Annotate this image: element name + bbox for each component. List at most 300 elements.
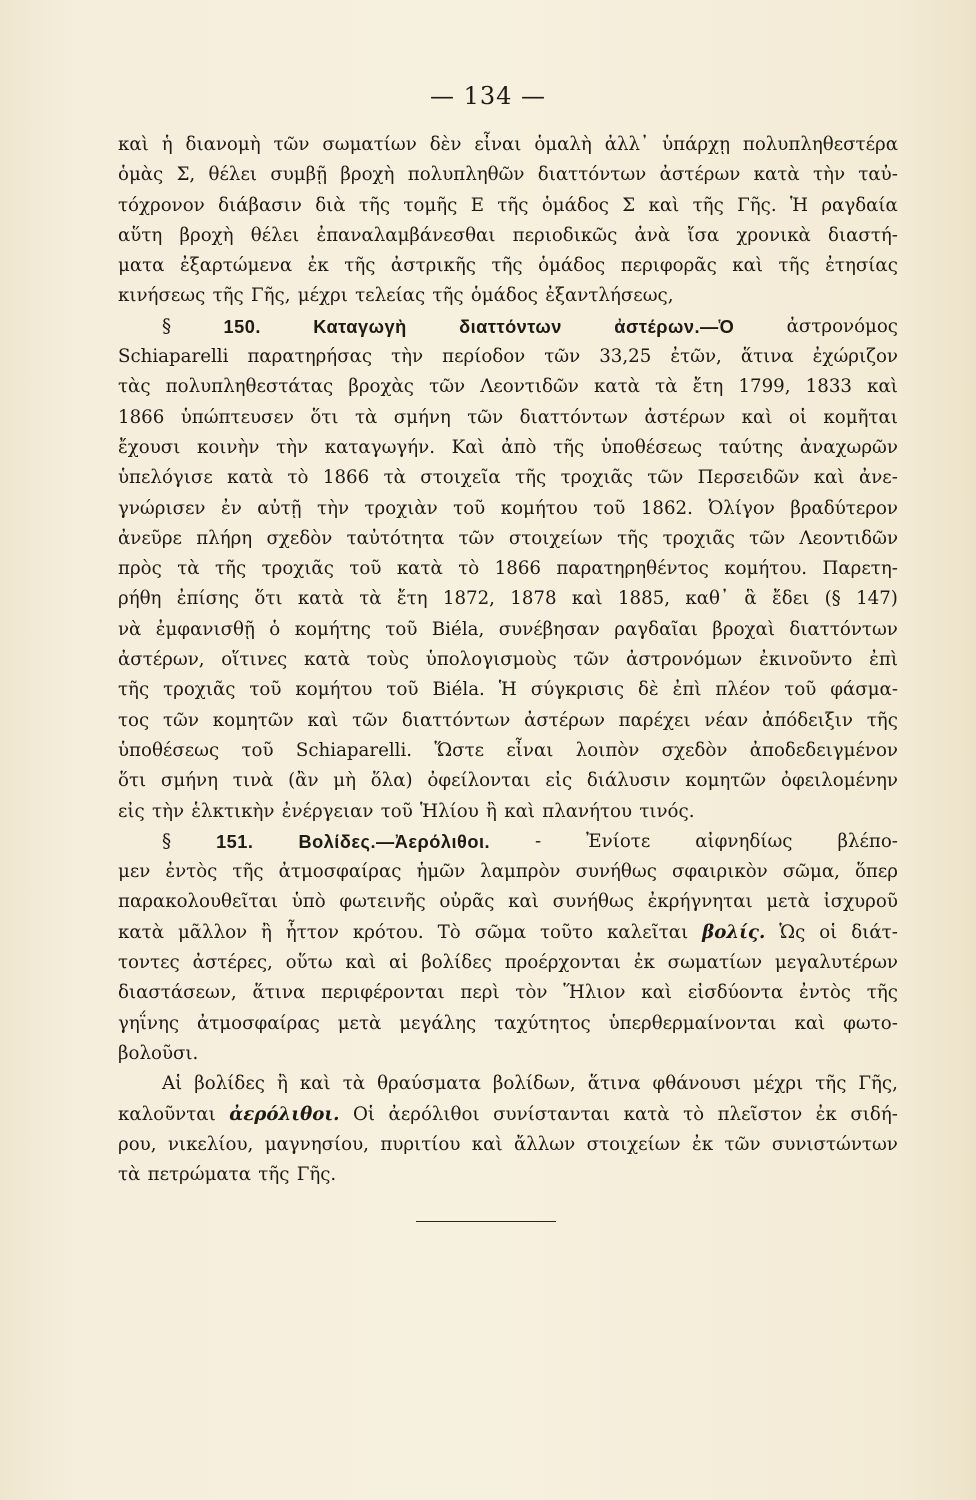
word: θέλει xyxy=(208,164,257,186)
word: κατὰ xyxy=(227,467,274,489)
word: φωτεινῆς xyxy=(339,891,426,913)
word: δὲ xyxy=(637,679,659,701)
word: ἐν xyxy=(220,497,242,519)
word: 1862. xyxy=(640,497,693,519)
word: ἅτινα xyxy=(587,1073,641,1095)
word: τοῦ xyxy=(784,679,817,701)
word: διάβασιν xyxy=(218,194,302,216)
text-line xyxy=(118,615,898,645)
text-line xyxy=(118,494,898,524)
word: ὑπερθερμαίνονται xyxy=(608,1012,777,1034)
word: τομῆς xyxy=(403,194,458,216)
word: ὅτι xyxy=(254,588,283,610)
word: Αἱ xyxy=(162,1073,183,1095)
word: πολυπληθῶν xyxy=(407,164,525,186)
word: Σ, xyxy=(176,164,196,186)
word: φάσμα- xyxy=(830,679,898,701)
word: 1872, xyxy=(442,588,495,610)
word: ἐκ xyxy=(815,1103,837,1125)
word: ἀπόδειξιν xyxy=(762,709,853,731)
word: κομήτου xyxy=(500,497,578,519)
word: οἱ xyxy=(819,921,838,943)
word: τοὺς xyxy=(366,649,410,671)
word: διαστή- xyxy=(828,224,898,246)
word: ἀστρονόμων xyxy=(626,649,743,671)
word: ἀστέρων.—Ὁ xyxy=(614,316,735,337)
word: βροχὴ xyxy=(340,164,395,186)
word: αὐτῇ xyxy=(257,497,302,519)
word: τὰ xyxy=(118,1164,141,1186)
word: τῆς xyxy=(617,527,649,549)
word: καὶ xyxy=(741,406,773,428)
text-line xyxy=(118,797,898,827)
word: ἐτησίας xyxy=(825,255,898,277)
word: ἐτῶν, xyxy=(670,346,722,368)
word: τροχιᾶς xyxy=(163,679,236,701)
word: μεν xyxy=(118,861,151,883)
word: οὐρᾶς xyxy=(439,891,495,913)
word: διαστάσεων, xyxy=(118,982,237,1004)
word: νικελίου, xyxy=(167,1133,254,1155)
page-number: — 134 — xyxy=(429,82,547,110)
word: συνήθως xyxy=(552,891,634,913)
text-line xyxy=(118,342,898,372)
word: καὶ xyxy=(307,709,339,731)
word: 1866 xyxy=(118,406,165,428)
word: Ὀλίγον xyxy=(708,497,775,519)
text-line xyxy=(118,251,898,281)
word: λαμπρὸν xyxy=(480,861,561,883)
word: ὁ xyxy=(269,618,281,640)
word: τὰ xyxy=(359,588,382,610)
word: τὴν xyxy=(317,497,350,519)
word: Λεοντιδῶν xyxy=(799,527,898,549)
word: αὕτη xyxy=(118,224,163,246)
word: Τὸ xyxy=(437,921,461,943)
word: ὀφείλονται xyxy=(427,770,531,792)
word: καὶ xyxy=(794,1012,826,1034)
word: κομητῶν xyxy=(212,709,294,731)
word: βολίδες xyxy=(421,952,492,974)
word: ἴσα xyxy=(687,224,720,246)
text-line xyxy=(118,736,898,766)
word: διαττόντων xyxy=(459,316,562,337)
word: (ἂν xyxy=(288,770,319,792)
word: 1866 xyxy=(494,558,541,580)
word: τὴν xyxy=(152,800,185,822)
word: νέαν xyxy=(704,709,749,731)
word: μέχρι xyxy=(297,285,348,307)
text-line xyxy=(118,857,898,887)
word: κρότου. xyxy=(352,921,424,943)
word: στοιχείων xyxy=(586,1133,681,1155)
word: τὸ xyxy=(683,1103,705,1125)
word: ἔχουσι xyxy=(118,436,181,458)
word: παρατηρήσας xyxy=(247,346,373,368)
word: βολίς. xyxy=(702,921,766,943)
word: ἅτινα xyxy=(740,346,794,368)
word: ἃ xyxy=(744,588,757,610)
word: εἰς xyxy=(118,800,145,822)
word: βροχαὶ xyxy=(712,618,775,640)
word: Καταγωγὴ xyxy=(313,316,407,337)
word: Γῆς. xyxy=(737,194,777,216)
body-text xyxy=(118,130,898,1190)
text-line xyxy=(118,191,898,221)
word: ἐπίσης xyxy=(176,588,240,610)
word: τοῦ xyxy=(249,679,282,701)
word: τοῦ xyxy=(386,679,419,701)
word: Καὶ xyxy=(451,436,485,458)
word: ματα xyxy=(118,255,165,277)
word: τῶν xyxy=(273,134,310,155)
word: καὶ xyxy=(867,376,898,398)
word: τὴν xyxy=(276,436,309,458)
word: τὴν xyxy=(391,346,424,368)
word: τῶν xyxy=(544,346,581,368)
word: ὁμάδος xyxy=(541,194,609,216)
word: Ὡς xyxy=(779,921,806,943)
word: κομήτης xyxy=(294,618,371,640)
word: τὰ xyxy=(354,406,378,428)
word: ἡμῶν xyxy=(416,861,466,883)
word: στοιχεῖα xyxy=(420,467,501,489)
word: παρέχει xyxy=(618,709,691,731)
word: σφαιρικὸν xyxy=(671,861,768,883)
word: ἐντὸς xyxy=(798,982,851,1004)
word: οὕτω xyxy=(285,952,333,974)
word: Ε xyxy=(470,194,484,216)
word: 1799, xyxy=(738,376,791,398)
word: ἀστέρων xyxy=(644,406,726,428)
word: προέρχονται xyxy=(504,952,621,974)
word: τὰ xyxy=(655,376,678,398)
word: ὅτι xyxy=(310,406,339,428)
word: ἢ xyxy=(276,1073,288,1095)
word: καλοῦνται xyxy=(118,1103,216,1125)
word: παρακολουθεῖται xyxy=(118,891,279,913)
word: ἔδει xyxy=(771,588,810,610)
word: ὑπὸ xyxy=(291,891,326,913)
word: βλέπο- xyxy=(837,830,898,852)
word: Schiaparelli. xyxy=(295,739,413,761)
word: καθ᾽ xyxy=(685,588,730,610)
word: μετὰ xyxy=(766,891,810,913)
word: καὶ xyxy=(641,982,673,1004)
word: διάτ- xyxy=(851,921,898,943)
word: σῶμα, xyxy=(782,861,840,883)
word: ὅπερ xyxy=(854,861,898,883)
word: καὶ xyxy=(504,800,535,822)
word: ἢ xyxy=(261,921,272,943)
word: σμήνη xyxy=(393,406,451,428)
word: ἀστέρων, xyxy=(118,649,205,671)
word: 33,25 xyxy=(599,346,652,368)
word: Περσειδῶν xyxy=(697,467,800,489)
word: τροχιὰν xyxy=(364,497,438,519)
word: ἅτινα xyxy=(252,982,306,1004)
word: ἐπὶ xyxy=(869,649,898,671)
word: τόχρονον xyxy=(118,194,205,216)
word: περιφέρονται xyxy=(321,982,445,1004)
word: κατὰ xyxy=(623,1103,670,1125)
word: ὑπολογισμοὺς xyxy=(425,649,557,671)
text-line xyxy=(118,584,898,614)
word: πλέον xyxy=(715,679,771,701)
word: σύγκρισις xyxy=(530,679,625,701)
word: εἰς xyxy=(545,770,573,792)
word: μὴ xyxy=(333,770,356,792)
word: συνιστώντων xyxy=(771,1133,898,1155)
word: ὁμὰς xyxy=(118,164,164,186)
word: Οἱ xyxy=(352,1103,376,1125)
word: ἐχώριζον xyxy=(812,346,898,368)
word: ἀναχωρῶν xyxy=(799,436,898,458)
word: ταχύτητος xyxy=(494,1012,591,1034)
word: ἰσχυροῦ xyxy=(823,891,898,913)
word: καταγωγήν. xyxy=(324,436,436,458)
word: ἐκινοῦντο xyxy=(758,649,853,671)
word: τῆς xyxy=(258,1164,290,1186)
text-line xyxy=(118,463,898,493)
word: τοῦ xyxy=(380,800,413,822)
section-150-heading-line xyxy=(118,312,898,342)
word: ἀνὰ xyxy=(634,224,671,246)
word: κατὰ xyxy=(304,649,350,671)
word: τῆς xyxy=(692,194,724,216)
word: Σ xyxy=(622,194,636,216)
word: τροχιᾶς xyxy=(560,467,633,489)
word: συνίστανται xyxy=(493,1103,611,1125)
text-line xyxy=(118,645,898,675)
word: καὶ xyxy=(648,194,680,216)
word: καὶ xyxy=(345,952,377,974)
word: 1878 xyxy=(510,588,557,610)
text-line xyxy=(118,887,898,917)
word: ἐκρήγνηται xyxy=(647,891,753,913)
word: Ἥλιον xyxy=(563,982,626,1004)
word: καὶ xyxy=(471,1133,503,1155)
word: ἡ xyxy=(161,134,173,155)
word: χρονικὰ xyxy=(736,224,811,246)
word: τῆς xyxy=(497,194,529,216)
text-line xyxy=(118,1160,898,1190)
word: πλανήτου xyxy=(542,800,633,822)
word: κατὰ xyxy=(297,588,344,610)
word: μεγάλης xyxy=(399,1012,477,1034)
word: τοῦτο xyxy=(539,921,594,943)
word: ὑπάρχῃ xyxy=(662,134,730,155)
word: αἰφνηδίως xyxy=(695,830,793,852)
word: σῶμα xyxy=(474,921,527,943)
word: τῶν xyxy=(467,406,504,428)
word: βροχὰς xyxy=(348,376,414,398)
text-line xyxy=(118,130,898,160)
word: τῶν xyxy=(573,649,610,671)
word: περὶ xyxy=(460,982,500,1004)
word: σχεδὸν xyxy=(661,739,728,761)
word: ἀστέρες, xyxy=(192,952,273,974)
word: συνήθως xyxy=(575,861,657,883)
word: ταὐ- xyxy=(858,164,898,186)
word: ἔτη xyxy=(396,588,428,610)
word: διαττόντων xyxy=(401,709,511,731)
word: περιοδικῶς xyxy=(512,224,618,246)
word: ραγδαῖαι xyxy=(614,618,698,640)
word: Ἡ xyxy=(789,194,808,216)
word: Γῆς. xyxy=(296,1164,337,1186)
word: ἀερόλιθοι. xyxy=(229,1103,340,1125)
word: τῆς xyxy=(344,255,376,277)
word: Biéla. xyxy=(432,679,485,701)
closing-rule xyxy=(416,1221,556,1222)
word: φωτο- xyxy=(843,1012,898,1034)
word: ἐξαντλήσεως, xyxy=(545,285,674,307)
word: ἧττον xyxy=(285,921,339,943)
text-line xyxy=(118,1069,898,1099)
word: λοιπὸν xyxy=(575,739,640,761)
word: ἀνεῦρε xyxy=(118,527,182,549)
word: ρήθη xyxy=(118,588,162,610)
word: ἐκ xyxy=(633,952,655,974)
word: ἀλλ᾽ xyxy=(604,134,650,155)
word: διανομὴ xyxy=(185,134,261,155)
word: κινήσεως xyxy=(118,285,206,307)
word: τῆς xyxy=(515,467,547,489)
word: καὶ xyxy=(118,134,149,155)
word: τῶν xyxy=(458,527,495,549)
word: κατὰ xyxy=(753,164,800,186)
word: τροχιᾶς xyxy=(662,527,735,549)
word: εἶναι xyxy=(506,739,554,761)
word: τοῦ xyxy=(349,558,382,580)
word: ὑποθέσεως xyxy=(118,739,220,761)
word: μαγνησίου, xyxy=(264,1133,369,1155)
word: θραύσματα xyxy=(377,1073,481,1095)
word: τῆς xyxy=(866,709,898,731)
word: βραδύτερον xyxy=(790,497,898,519)
text-line xyxy=(118,1130,898,1160)
word: ἄλλων xyxy=(513,1133,576,1155)
word: κατὰ xyxy=(396,558,443,580)
word: Βολίδες.—Ἀερόλιθοι. xyxy=(298,831,491,852)
word: Schiaparelli xyxy=(118,346,229,368)
word: καὶ xyxy=(508,891,539,913)
word: τῆς xyxy=(866,982,898,1004)
word: τῶν xyxy=(429,376,466,398)
word: ἀνε- xyxy=(858,467,898,489)
word: τὰ xyxy=(383,467,406,489)
word: ἐντὸς xyxy=(165,861,218,883)
word: καὶ xyxy=(813,467,845,489)
word: σωματίων xyxy=(322,134,417,155)
word: μετὰ xyxy=(337,1012,382,1034)
word: κατὰ xyxy=(593,376,640,398)
word: σχεδὸν xyxy=(266,527,333,549)
word: ἔτη xyxy=(692,376,724,398)
word: τὰ xyxy=(177,558,200,580)
word: πρὸς xyxy=(118,558,162,580)
word: ὅτι xyxy=(118,770,147,792)
word: ὑπώπτευσεν xyxy=(180,406,294,428)
word: τὴν xyxy=(813,164,846,186)
word: τῶν xyxy=(724,1133,761,1155)
word: συμβῇ xyxy=(270,164,328,186)
word: καὶ xyxy=(571,588,603,610)
text-line xyxy=(118,978,898,1008)
word: ὑπελόγισε xyxy=(118,467,213,489)
word: 1885, xyxy=(617,588,671,610)
word: καὶ xyxy=(299,1073,331,1095)
word: τοντες xyxy=(118,952,180,974)
word: ὁμάδος xyxy=(538,255,606,277)
word: τῆς xyxy=(212,285,244,307)
word: γνώρισεν xyxy=(118,497,206,519)
word: § xyxy=(162,315,172,337)
word: ὑποθέσεως xyxy=(600,436,703,458)
word: κοινὴν xyxy=(196,436,260,458)
text-line xyxy=(118,1009,898,1039)
word: συνέβησαν xyxy=(498,618,600,640)
word: ρου, xyxy=(118,1133,157,1155)
word: τοῦ xyxy=(241,739,274,761)
text-line xyxy=(118,675,898,705)
word: περίοδον xyxy=(442,346,526,368)
word: τῶν xyxy=(647,467,684,489)
word: πετρώματα xyxy=(147,1164,252,1186)
word: τοῦ xyxy=(453,497,486,519)
word: σωματίων xyxy=(667,952,763,974)
word: τοῦ xyxy=(385,618,418,640)
word: τὸ xyxy=(287,467,309,489)
word: κομητῶν xyxy=(685,770,767,792)
word: - xyxy=(535,830,542,852)
word: διὰ xyxy=(315,194,346,216)
word: ἀστρονόμος xyxy=(786,315,898,337)
word: τελείας xyxy=(355,285,426,307)
word: ραγδαία xyxy=(821,194,898,216)
word: ὁμαλὴ xyxy=(534,134,592,155)
word: 147) xyxy=(856,588,898,610)
text-line xyxy=(118,1100,898,1130)
word: τος xyxy=(118,709,150,731)
word: παρατηρηθέντος xyxy=(556,558,709,580)
word: ἀστέρων xyxy=(524,709,605,731)
word: μᾶλλον xyxy=(177,921,248,943)
word: καὶ xyxy=(732,255,764,277)
word: τῆς xyxy=(778,255,810,277)
section-151-heading-line xyxy=(118,827,898,857)
text-line xyxy=(118,160,898,190)
word: ἑλκτικὴν xyxy=(191,800,275,822)
word: νὰ xyxy=(118,618,142,640)
text-line xyxy=(118,766,898,796)
word: ἐκ xyxy=(307,255,329,277)
text-line xyxy=(118,1039,898,1069)
word: καλεῖται xyxy=(607,921,689,943)
text-line xyxy=(118,554,898,584)
word: ὁμάδος xyxy=(470,285,538,307)
word: ἀστρικῆς xyxy=(390,255,476,277)
word: τὸ xyxy=(458,558,480,580)
word: κομῆται xyxy=(823,406,898,428)
word: Παρετη- xyxy=(822,558,898,580)
text-line xyxy=(118,706,898,736)
word: διαττόντων xyxy=(537,164,647,186)
word: ταύτης xyxy=(718,436,784,458)
word: στοιχείων xyxy=(508,527,603,549)
word: ἐκ xyxy=(692,1133,714,1155)
